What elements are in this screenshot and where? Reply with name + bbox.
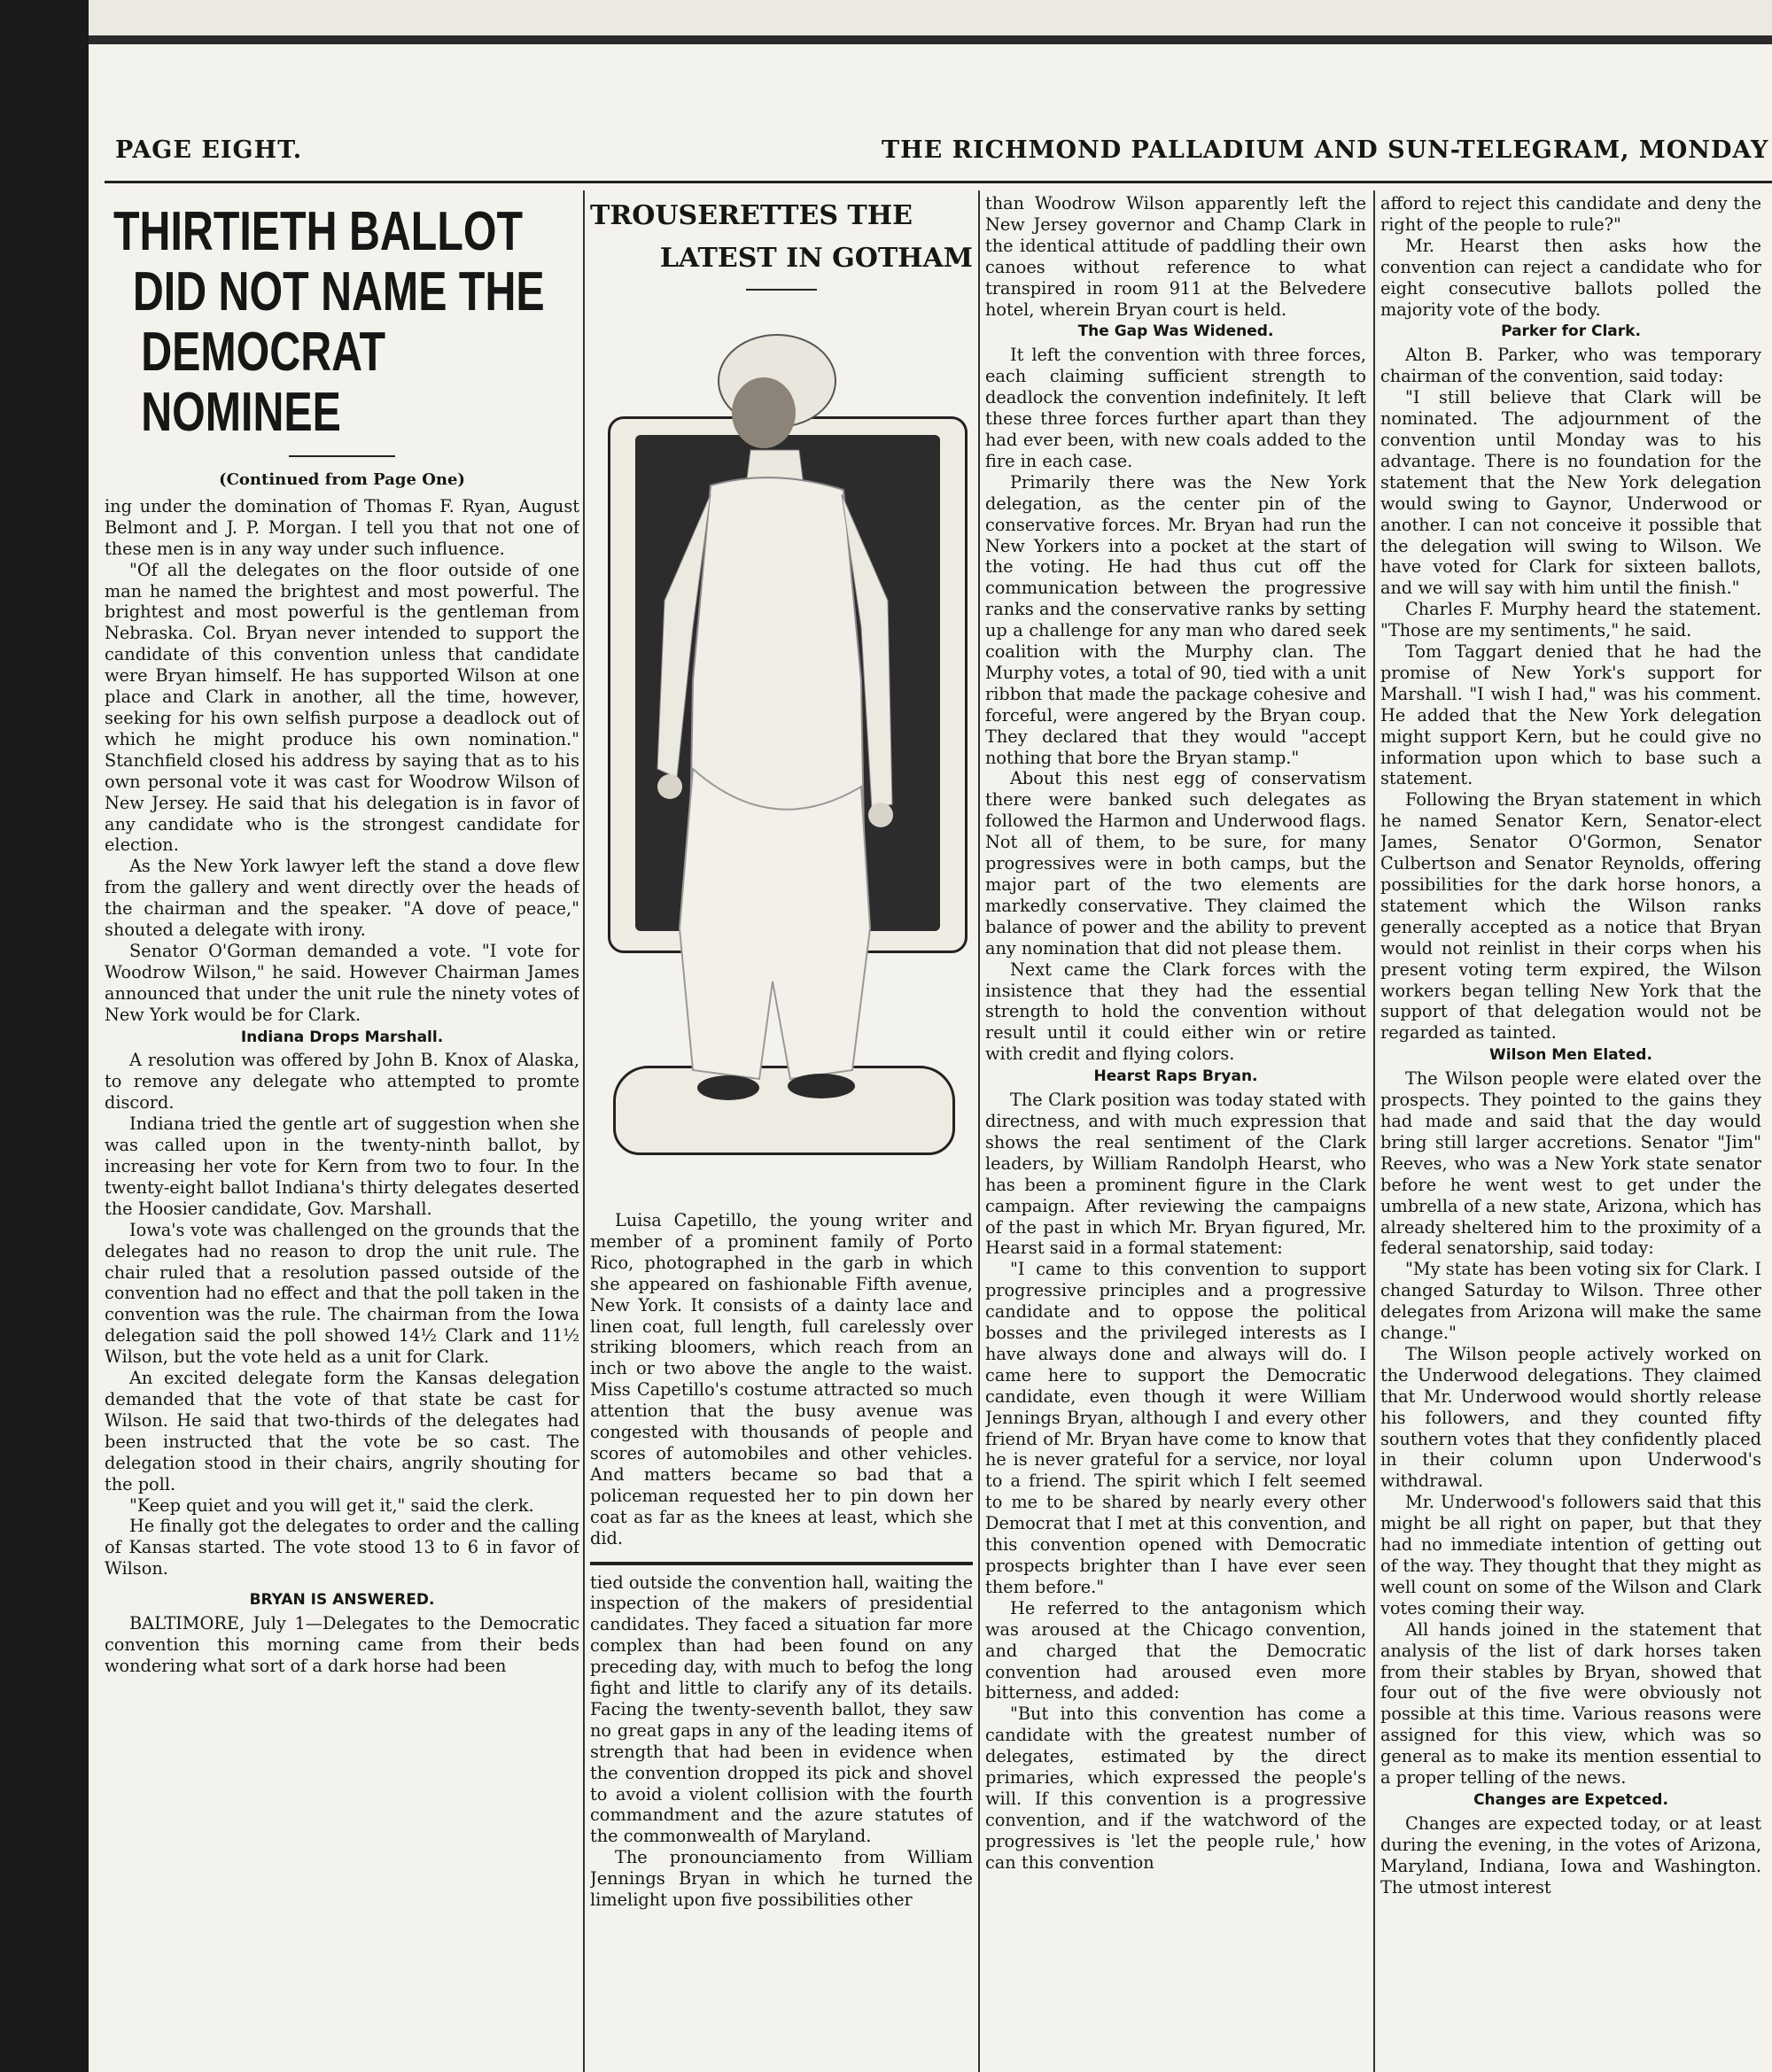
article-paragraph: About this nest egg of conservatism there were banked such delegates as followed the Harmon and Underwood flags. Not all of them, to be sure, for many progressives were in both camps, but the major part of the two elements are markedly conservative. They claimed the balance of power and the ability to prevent any nomination that did not please them. <box>985 768 1366 958</box>
article-paragraph: An excited delegate form the Kansas delegation demanded that the vote of that state be cast for Wilson. He said that two-thirds of the delegates had been instructed that the vote be so cast. The delegation stood in their chairs, angrily shouting for the poll. <box>105 1368 579 1494</box>
headline-line-2: DID NOT NAME THE <box>132 261 545 322</box>
photo-luisa-capetillo <box>595 308 968 1194</box>
article-paragraph: "Keep quiet and you will get it," said the clerk. <box>129 1494 534 1516</box>
article-paragraph: "I came to this convention to support progressive principles and a progressive candidate and to oppose the political bosses and the privileged interests as I have always done and always will do. I came here to support the Democratic candidate, even though it were William Jennings Bryan, although I and every other friend of Mr. Bryan have come to know that he is never grateful for a service, nor loyal to a friend. The spirit which I felt seemed to me to be shared by nearly every other Democrat that I met at this convention, and this convention opened with Democratic prospects brighter than I have ever seen them before." <box>985 1259 1366 1597</box>
article-paragraph: The Clark position was today stated with directness, and with much expression that shows the real sentiment of the Clark leaders, by William Randolph Hearst, who has been a prominent figure in the Clark campaign. After reviewing the campaigns of the past in which Mr. Bryan figured, Mr. Hearst said in a formal statement: <box>985 1090 1366 1259</box>
article-paragraph: tied outside the convention hall, waiting the inspection of the makers of presidential candidates. They faced a situation far more complex than had been found on any preceding day, with much to befog the long fight and little to clarify any of its details. Facing the twenty-seventh ballot, they saw no great gaps in any of the leading items of strength that had been in evidence when the convention dropped its pick and shovel to avoid a violent collision with the fourth commandment and the azure statutes of the commonwealth of Maryland. <box>590 1571 973 1847</box>
article-paragraph: Next came the Clark forces with the insistence that they had the essential strength to hold the convention without result until it could either win or retire with credit and flying colors. <box>985 958 1366 1065</box>
column-4 <box>1380 193 1761 1898</box>
headline-divider <box>289 455 395 457</box>
headline-divider <box>746 289 817 291</box>
article-paragraph: "Of all the delegates on the floor outside of one man he named the brightest and most powerful. The brightest and most powerful is the gentleman from Nebraska. Col. Bryan never intended to support the candidate of this convention unless that candidate were Bryan himself. He has supported Wilson at one place and Clark in another, all the time, however, seeking for his own selfish purpose a deadlock out of which he might produce his own nomination." Stanchfield closed his address by saying that as to his own personal vote it was cast for Woodrow Wilson of New Jersey. He said that his delegation is in favor of any candidate who is the strongest candidate for election. <box>105 559 579 856</box>
article-paragraph: Senator O'Gorman demanded a vote. "I vote for Woodrow Wilson," he said. However Chairman James announced that under the unit rule the ninety votes of New York would be for Clark. <box>105 940 579 1025</box>
column-rule-3 <box>1373 190 1375 2072</box>
article-paragraph: Iowa's vote was challenged on the grounds that the delegates had no reason to drop the unit rule. The chair ruled that a resolution passed outside of the convention had no effect and that the poll taken in the convention was the rule. The chairman from the Iowa delegation said the poll showed 14½ Clark and 11½ Wilson, but the vote held as a unit for Clark. <box>105 1219 579 1368</box>
column-3 <box>985 193 1366 1874</box>
masthead <box>102 136 1772 172</box>
article-paragraph: All hands joined in the statement that analysis of the list of dark horses taken from their stables by Bryan, showed that four out of the five were obviously not possible at this time. Various reasons were assigned for this view, which was so general as to make its mention essential to a proper telling of the news. <box>1380 1618 1761 1789</box>
masthead-rule <box>105 181 1772 183</box>
article-paragraph: Following the Bryan statement in which he named Senator Kern, Senator-elect James, Senator O'Gormon, Senator Culbertson and Senator Reynolds, offering possibilities for the dark horse honors, a statement which the Wilson ranks generally accepted as a notice that Bryan would not reinlist in their corps when his present voting term expired, the Wilson workers began telling New York that the support of that delegation would not be regarded as tainted. <box>1380 789 1761 1044</box>
article-paragraph: than Woodrow Wilson apparently left the New Jersey governor and Champ Clark in the identical attitude of paddling their own canoes without reference to what transpired in room 911 at the Belvedere hotel, wherein Bryan court is held. <box>985 193 1366 320</box>
section-divider <box>590 1562 973 1565</box>
article-paragraph: BALTIMORE, July 1—Delegates to the Democratic convention this morning came from their beds wondering what sort of a dark horse had been <box>105 1613 579 1676</box>
subheading-parker-for-clark: Parker for Clark. <box>1501 322 1641 341</box>
article-paragraph: "But into this convention has come a candidate with the greatest number of delegates, estimated by the direct primaries, which expressed the people's will. If this convention is a progressive convention, and if the watchword of the progressives is 'let the people rule,' how can this convention <box>985 1703 1366 1873</box>
article-paragraph: Charles F. Murphy heard the statement. "Those are my sentiments," he said. <box>1380 599 1761 641</box>
paper-title: THE RICHMOND PALLADIUM AND SUN-TELEGRAM, MONDAY <box>882 136 1769 164</box>
subheading-indiana: Indiana Drops Marshall. <box>240 1028 444 1046</box>
headline-line-2: LATEST IN GOTHAM <box>659 243 973 274</box>
column-rule-2 <box>978 190 980 2072</box>
subheading-bryan-answered: BRYAN IS ANSWERED. <box>249 1591 435 1610</box>
column-2 <box>590 193 973 1911</box>
article-paragraph: "My state has been voting six for Clark. I changed Saturday to Wilson. Three other delegates from Arizona will make the same change." <box>1380 1259 1761 1344</box>
article-paragraph: ing under the domination of Thomas F. Ryan, August Belmont and J. P. Morgan. I tell you that not one of these men is in any way under such influence. <box>105 495 579 559</box>
headline-thirtieth-ballot <box>113 202 579 443</box>
subheading-hearst-raps-bryan: Hearst Raps Bryan. <box>1093 1067 1258 1086</box>
article-paragraph: Tom Taggart denied that he had the promise of New York's support for Marshall. "I wish I had," was his comment. He added that the New York delegation might support Kern, but he could give no information upon which to base such a statement. <box>1380 641 1761 789</box>
article-paragraph: Alton B. Parker, who was temporary chairman of the convention, said today: <box>1380 345 1761 387</box>
subheading-changes-expected: Changes are Expetced. <box>1473 1790 1668 1809</box>
article-paragraph: "I still believe that Clark will be nominated. The adjournment of the convention until Monday was to his advantage. There is no foundation for the statement that the New York delegation would swing to Gaynor, Underwood or another. I can not conceive it possible that the delegation will swing to Wilson. We have voted for Clark for sixteen ballots, and we will say with him until the finish." <box>1380 387 1761 599</box>
article-paragraph: Mr. Hearst then asks how the convention can reject a candidate who for eight consecutive ballots polled the majority vote of the body. <box>1380 235 1761 320</box>
headline-trouserettes <box>590 195 973 280</box>
article-paragraph: He referred to the antagonism which was aroused at the Chicago convention, and charged that the Democratic convention had aroused even more bitterness, and added: <box>985 1597 1366 1703</box>
column-rule-1 <box>583 190 585 2072</box>
headline-line-1: THIRTIETH BALLOT <box>113 201 524 262</box>
continued-note: (Continued from Page One) <box>219 470 465 489</box>
article-paragraph: Indiana tried the gentle art of suggestion when she was called upon in the twenty-ninth ballot, by increasing her vote for Kern from two to four. In the twenty-eight ballot Indiana's thirty delegates deserted the Hoosier candidate, Gov. Marshall. <box>105 1114 579 1219</box>
subheading-gap-widened: The Gap Was Widened. <box>1077 322 1274 341</box>
page-label: PAGE EIGHT. <box>115 136 303 164</box>
article-paragraph: The Wilson people actively worked on the Underwood delegations. They claimed that Mr. Underwood would shortly release his followers, and they counted fifty southern votes that they confidently placed in their column upon Underwood's withdrawal. <box>1380 1343 1761 1492</box>
headline-line-1: TROUSERETTES THE <box>590 200 913 231</box>
article-paragraph: The Wilson people were elated over the prospects. They pointed to the gains they had made and said that the day would bring still larger accretions. Senator "Jim" Reeves, who was a New York state senator before he went west to get under the umbrella of a new state, Arizona, which has already sheltered him to the proximity of a federal senatorship, said today: <box>1380 1068 1761 1259</box>
photo-caption <box>590 1210 973 1549</box>
woman-in-trouserettes-figure <box>595 308 968 1176</box>
caption-text: Luisa Capetillo, the young writer and member of a prominent family of Porto Rico, photographed in the garb in which she appeared on fashionable Fifth avenue, New York. It consists of a dainty lace and linen coat, full length, full carelessly over striking bloomers, which reach from an inch or two above the angle to the waist. Miss Capetillo's costume attracted so much attention that the busy avenue was congested with thousands of people and scores of automobiles and other vehicles. And matters became so bad that a policeman requested her to pin down her coat as far as the knees at least, which she did. <box>590 1210 973 1548</box>
article-paragraph: It left the convention with three forces, each claiming sufficient strength to deadlock the convention indefinitely. It left these three forces further apart than they had ever been, with new coals added to the fire in each case. <box>985 345 1366 471</box>
article-paragraph: A resolution was offered by John B. Knox of Alaska, to remove any delegate who attempted to promte discord. <box>105 1050 579 1114</box>
subheading-wilson-men-elated: Wilson Men Elated. <box>1489 1046 1652 1065</box>
article-paragraph: Mr. Underwood's followers said that this might be all right on paper, but that they had no immediate intention of getting out of the way. They thought that they might as well count on some of the Wilson and Clark votes coming their way. <box>1380 1492 1761 1618</box>
article-paragraph: The pronounciamento from William Jennings Bryan in which he turned the limelight upon five possibilities other <box>590 1847 973 1911</box>
headline-line-3: DEMOCRAT NOMINEE <box>141 322 386 443</box>
article-paragraph: Primarily there was the New York delegation, as the center pin of the conservative forces. Mr. Bryan had run the New Yorkers into a pocket at the start of the voting. He had thus cut off the communication between the progressive ranks and the conservative ranks by setting up a challenge for any man who dared seek coalition with the Murphy clan. The Murphy votes, a total of 90, tied with a unit ribbon that made the package cohesive and forceful, were angered by the Bryan coup. They declared that they would "accept nothing that bore the Bryan stamp." <box>985 471 1366 768</box>
article-paragraph: As the New York lawyer left the stand a dove flew from the gallery and went directly over the heads of the chairman and the speaker. "A dove of peace," shouted a delegate with irony. <box>105 856 579 941</box>
column-1 <box>105 193 579 1677</box>
article-paragraph: afford to reject this candidate and deny the right of the people to rule?" <box>1380 193 1761 235</box>
page-top-edge <box>89 0 1772 44</box>
article-paragraph: Changes are expected today, or at least during the evening, in the votes of Arizona, Maryland, Indiana, Iowa and Washington. The utmost interest <box>1380 1812 1761 1897</box>
article-paragraph: He finally got the delegates to order and the calling of Kansas started. The vote stood 13 to 6 in favor of Wilson. <box>105 1516 579 1579</box>
